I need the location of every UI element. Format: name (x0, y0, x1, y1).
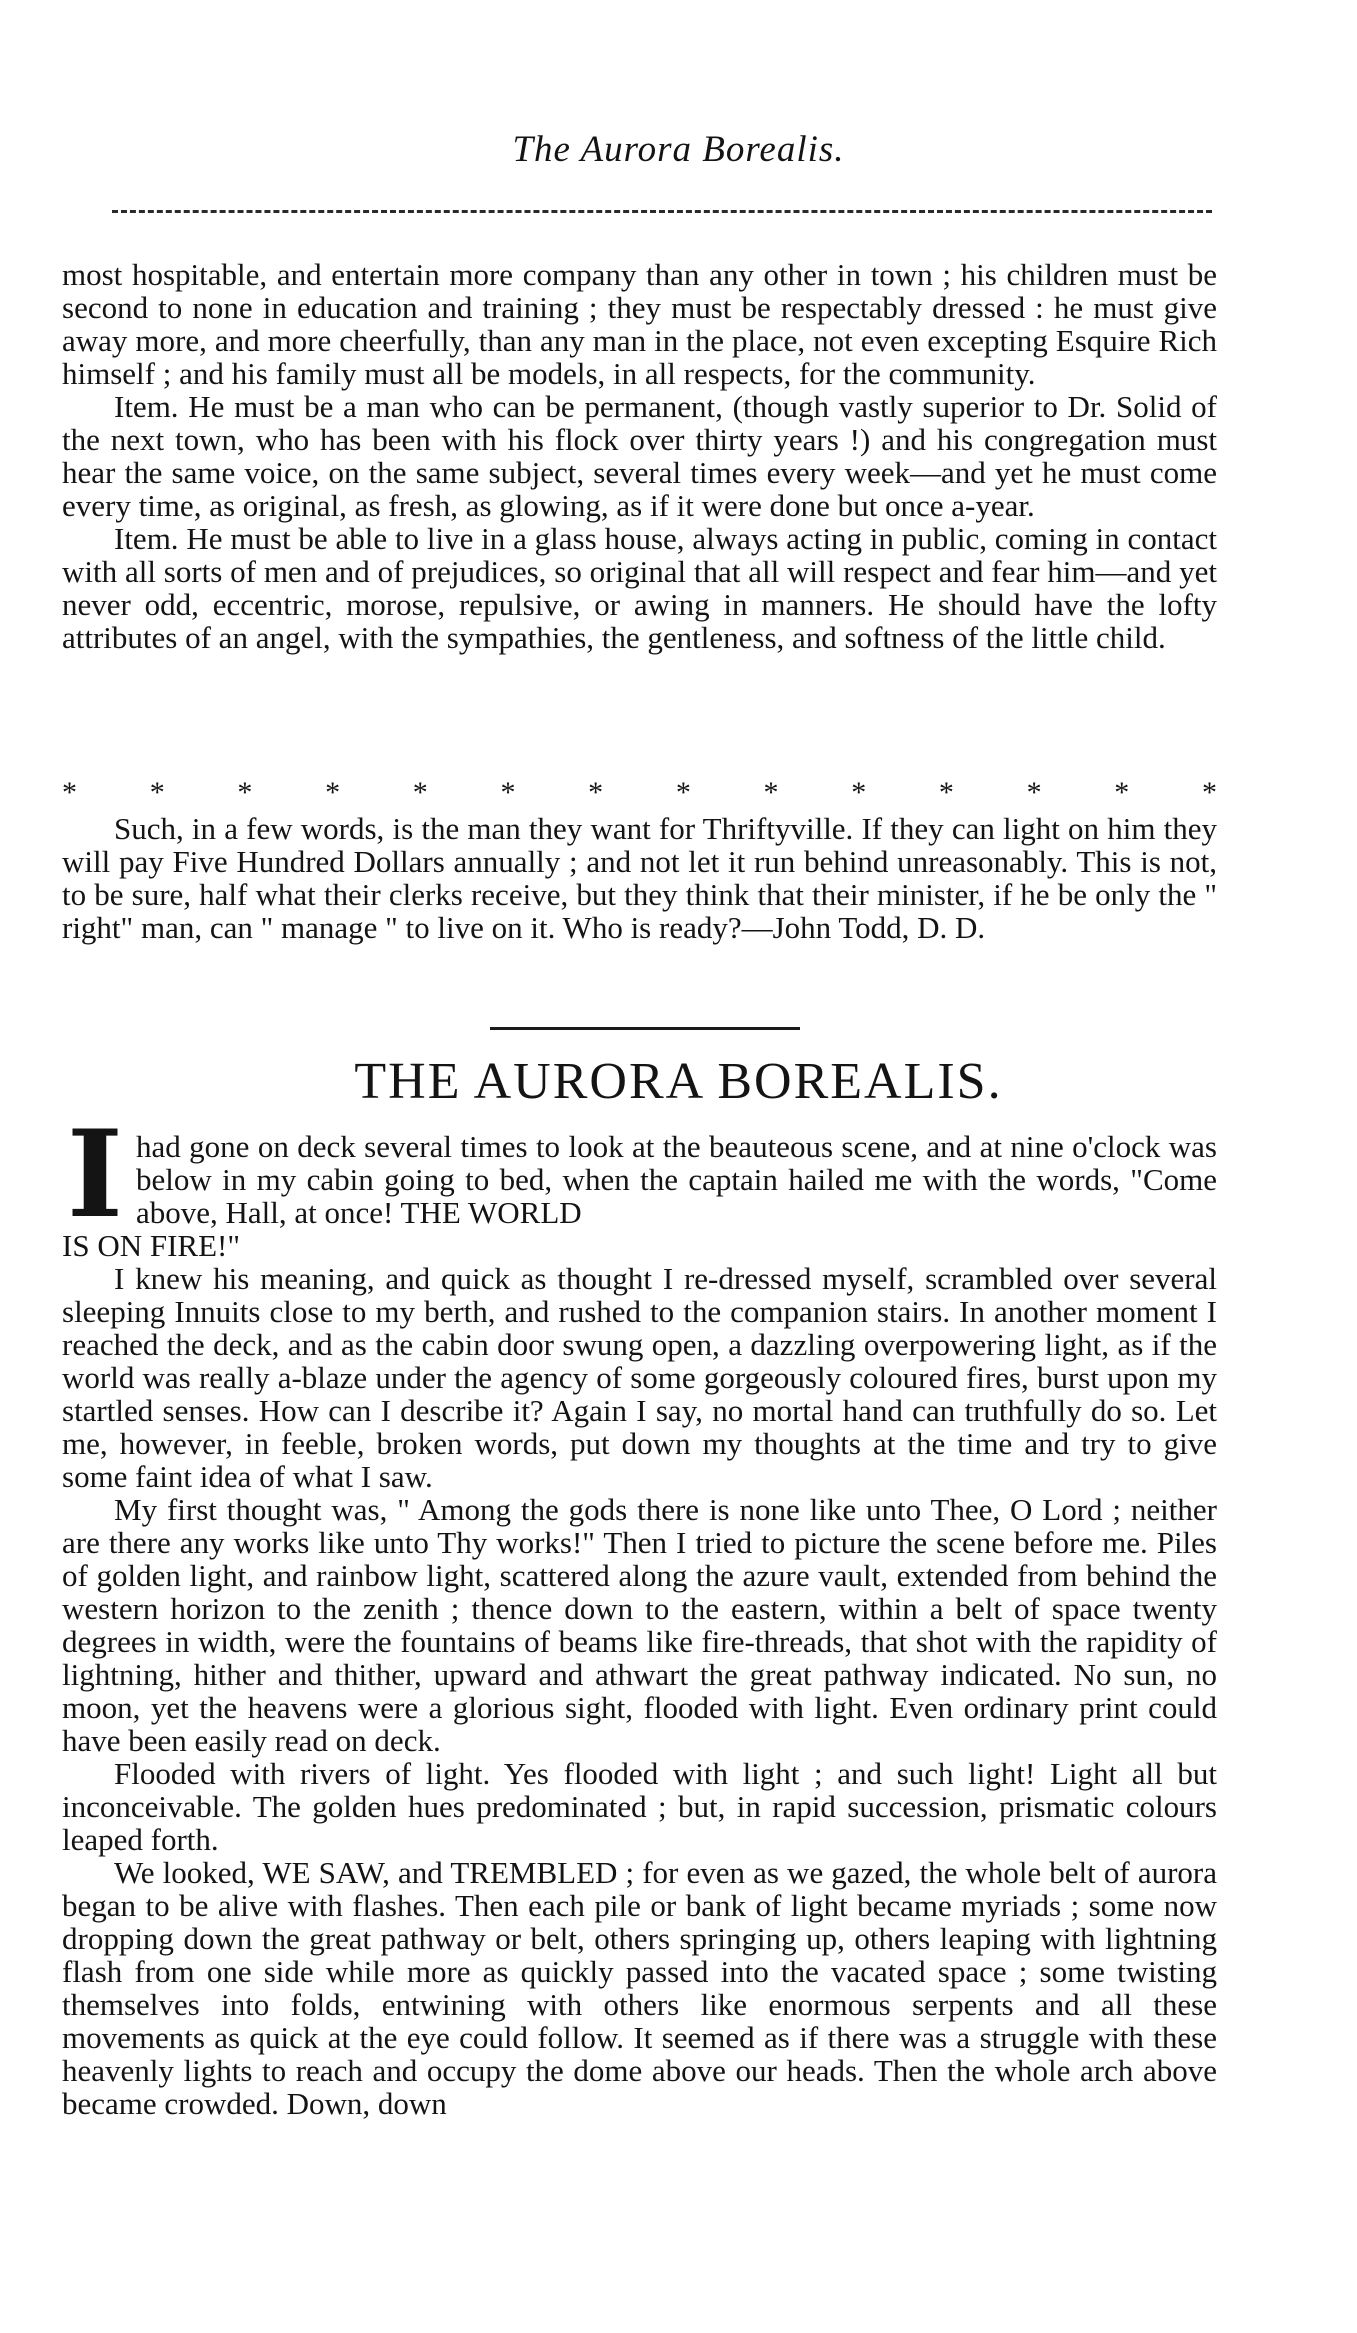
header-rule (112, 210, 1212, 213)
star: * (412, 776, 428, 809)
top-section (62, 258, 1217, 654)
paragraph: I knew his meaning, and quick as thought I re-dressed myself, scrambled over several sleeping Innuits close to my berth, and rushed to the companion stairs. In another moment I reached the deck, and as the cabin door swung open, a dazzling overpowering light, as if the world was really a-blaze under the agency of some gorgeously coloured fires, burst upon my startled senses. How can I describe it? Again I say, no mortal hand can truthfully do so. Let me, however, in feeble, broken words, put down my thoughts at the time and try to give some faint idea of what I saw. (62, 1261, 1217, 1494)
drop-cap: I (66, 1104, 124, 1245)
star: * (1026, 776, 1042, 809)
paragraph: Item. He must be a man who can be permanent, (though vastly superior to Dr. Solid of the next town, who has been with his flock over thirty years !) and his congregation must hear the same voice, on the same subject, several times every week—and yet he must come every time, as original, as fresh, as glowing, as if it were done but once a-year. (62, 389, 1217, 523)
section-separator (490, 1027, 800, 1030)
star: * (851, 776, 867, 809)
star: * (588, 776, 604, 809)
paragraph: most hospitable, and entertain more company than any other in town ; his children must be second to none in education and training ; they must be respectably dressed : he must give away more, and more cheerfully, than any man in the place, not even excepting Esquire Rich himself ; and his family must all be models, in all respects, for the community. (62, 257, 1217, 391)
star: * (500, 776, 516, 809)
paragraph: We looked, WE SAW, and TREMBLED ; for even as we gazed, the whole belt of aurora began to be alive with flashes. Then each pile or bank of light became myriads ; some now dropping down the great pathway or belt, others springing up, others leaping with lightning flash from one side while more as quickly passed into the vacated space ; some twisting themselves into folds, entwining with others like enormous serpents and all these movements as quick at the eye could follow. It seemed as if there was a struggle with these heavenly lights to reach and occupy the dome above our heads. Then the whole arch above became crowded. Down, down (62, 1855, 1217, 2121)
asterism-row (62, 778, 1217, 808)
star: * (237, 776, 253, 809)
star: * (675, 776, 691, 809)
star: * (938, 776, 954, 809)
closing-paragraph: Such, in a few words, is the man they want for Thriftyville. If they can light on him they will pay Five Hundred Dollars annually ; and not let it run behind unreasonably. This is not, to be sure, half what their clerks receive, but they think that their minister, if he be only the " right" man, can " manage " to live on it. Who is ready?—John Todd, D. D. (62, 811, 1217, 945)
paragraph: Flooded with rivers of light. Yes flooded with light ; and such light! Light all but inconceivable. The golden hues predominated ; but, in rapid succession, prismatic colours leaped forth. (62, 1756, 1217, 1857)
star: * (62, 776, 77, 809)
star: * (325, 776, 341, 809)
lead-paragraph-continuation: IS ON FIRE!" (62, 1228, 240, 1263)
star: * (149, 776, 165, 809)
lead-paragraph: had gone on deck several times to look at the beauteous scene, and at nine o'clock was below in my cabin going to bed, when the captain hailed me with the words, "Come above, Hall, at once! THE WORLD (136, 1129, 1217, 1230)
article-title: THE AURORA BOREALIS. (354, 1053, 1003, 1110)
star: * (1201, 776, 1217, 809)
paragraph: My first thought was, " Among the gods there is none like unto Thee, O Lord ; neither are there any works like unto Thy works!" Then I tried to picture the scene before me. Piles of golden light, and rainbow light, scattered along the azure vault, extended from behind the western horizon to the zenith ; thence down to the eastern, within a belt of space twenty degrees in width, were the fountains of beams like fire-threads, that shot with the rapidity of lightning, hither and thither, upward and athwart the great pathway indicated. No sun, no moon, yet the heavens were a glorious sight, flooded with light. Even ordinary print could have been easily read on deck. (62, 1492, 1217, 1758)
paragraph: Item. He must be able to live in a glass house, always acting in public, coming in contact with all sorts of men and of prejudices, so original that all will respect and fear him—and yet never odd, eccentric, morose, repulsive, or awing in manners. He should have the lofty attributes of an angel, with the sympathies, the gentleness, and softness of the little child. (62, 521, 1217, 655)
star: * (1114, 776, 1130, 809)
running-head: The Aurora Borealis. (512, 129, 845, 170)
star: * (763, 776, 779, 809)
article-body (62, 1262, 1217, 2120)
closing-section (62, 812, 1217, 944)
